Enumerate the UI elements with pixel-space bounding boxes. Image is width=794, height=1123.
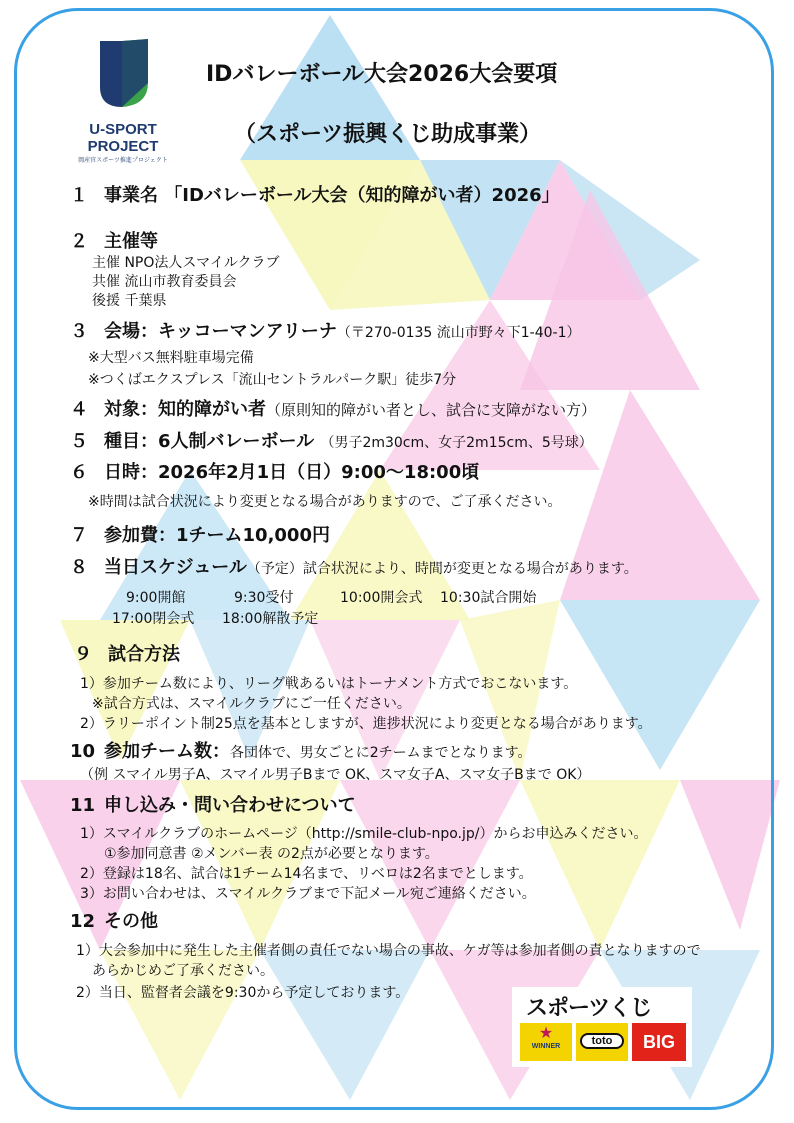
toto-logo [576, 1023, 628, 1061]
section-2-number: ２ [70, 231, 88, 252]
winner-star-icon: ★ [538, 1023, 554, 1042]
other-line: 1）大会参加中に発生した主催者側の責任でない場合の事故、ケガ等は参加者側の責となりますので [76, 943, 701, 959]
section-7-number: ７ [70, 525, 88, 546]
section-9-text: 試合方法 [108, 644, 180, 665]
section-4-number: ４ [70, 399, 88, 420]
winner-label: WINNER [531, 1043, 561, 1050]
section-11-number: 11 [70, 795, 96, 816]
logo-tagline: 岡産官スポーツ推進プロジェクト [78, 157, 168, 164]
sponsor-line: 後援 千葉県 [92, 293, 167, 309]
section-5-number: ５ [70, 431, 88, 452]
section-7 [70, 526, 330, 547]
schedule-item: 17:00閉会式 [112, 611, 195, 627]
big-logo [632, 1023, 686, 1061]
match-method-line: ※試合方式は、スマイルクラブにご一任ください。 [92, 696, 411, 712]
section-7-text: 参加費：1チーム10,000円 [104, 525, 330, 546]
section-1-text: 事業名 「IDバレーボール大会（知的障がい者）2026」 [104, 185, 560, 206]
section-12 [70, 912, 158, 933]
schedule-item: 10:30試合開始 [440, 590, 537, 606]
section-5 [70, 432, 593, 453]
section-10-detail: 各団体で、男女ごとに2チームまでとなります。 [230, 745, 532, 761]
section-8 [70, 558, 638, 579]
section-6-number: ６ [70, 462, 88, 483]
section-1 [70, 186, 560, 207]
section-10 [70, 742, 532, 763]
section-5-detail: （男子2m30cm、女子2m15cm、5号球） [320, 435, 593, 451]
section-4-text: 対象：知的障がい者 [104, 399, 266, 420]
section-8-number: ８ [70, 557, 88, 578]
section-9 [74, 645, 180, 666]
section-4-detail: （原則知的障がい者とし、試合に支障がない方） [266, 401, 597, 419]
section-2-text: 主催等 [104, 231, 158, 252]
application-line: 1）スマイルクラブのホームページ（http://smile-club-npo.jp/）からお申込みください。 [80, 826, 648, 842]
venue-note-parking: ※大型バス無料駐車場完備 [88, 350, 254, 366]
section-10-number: 10 [70, 741, 96, 762]
section-11-text: 申し込み・問い合わせについて [104, 795, 356, 816]
page-subtitle: （スポーツ振興くじ助成事業） [234, 122, 542, 147]
section-3-number: ３ [70, 321, 88, 342]
application-line: 3）お問い合わせは、スマイルクラブまで下記メール宛ご連絡ください。 [80, 886, 536, 902]
other-line: 2）当日、監督者会議を9:30から予定しております。 [76, 985, 410, 1001]
logo-name: U-SPORT [89, 121, 157, 138]
sports-kuji-title: スポーツくじ [526, 996, 652, 1021]
section-6-text: 日時：2026年2月1日（日）9:00～18:00頃 [104, 462, 480, 483]
section-11 [70, 796, 356, 817]
winner-logo [520, 1023, 572, 1061]
section-12-text: その他 [104, 911, 158, 932]
schedule-item: 9:00開館 [126, 590, 186, 606]
venue-note-access: ※つくばエクスプレス「流山セントラルパーク駅」徒歩7分 [88, 372, 457, 388]
match-method-line: 1）参加チーム数により、リーグ戦あるいはトーナメント方式でおこないます。 [80, 676, 578, 692]
big-label: BIG [642, 1032, 675, 1052]
toto-label: toto [580, 1033, 624, 1049]
schedule-item: 9:30受付 [234, 590, 294, 606]
team-count-example: （例 スマイル男子A、スマイル男子Bまで OK、スマ女子A、スマ女子Bまで OK） [80, 767, 591, 783]
logo-line2: PROJECT [87, 138, 159, 155]
section-12-number: 12 [70, 911, 96, 932]
section-1-number: １ [70, 185, 88, 206]
section-3 [70, 322, 581, 343]
section-6 [70, 463, 479, 484]
organizer-line: 主催 NPO法人スマイルクラブ [92, 255, 280, 271]
schedule-item: 18:00解散予定 [222, 611, 319, 627]
application-line: 2）登録は18名、試合は1チーム14名まで、リベロは2名までとします。 [80, 866, 533, 882]
u-sport-shield-icon [68, 35, 178, 113]
section-3-text: 会場：キッコーマンアリーナ [104, 321, 337, 342]
application-line: ①参加同意書 ②メンバー表 の2点が必要となります。 [104, 846, 439, 862]
venue-address: （〒270-0135 流山市野々下1-40-1） [336, 325, 581, 341]
section-9-number: ９ [74, 644, 92, 665]
section-10-text: 参加チーム数： [104, 741, 230, 762]
section-2 [70, 232, 158, 253]
match-method-line: 2）ラリーポイント制25点を基本としますが、進捗状況により変更となる場合があります。 [80, 716, 652, 732]
section-5-text: 種目：6人制バレーボール [104, 431, 315, 452]
section-8-text: 当日スケジュール [104, 557, 247, 578]
sports-kuji-logo [512, 987, 692, 1067]
other-line: あらかじめご了承ください。 [92, 963, 274, 979]
section-8-detail: （予定）試合状況により、時間が変更となる場合があります。 [246, 561, 638, 577]
schedule-item: 10:00開会式 [340, 590, 423, 606]
co-organizer-line: 共催 流山市教育委員会 [92, 274, 237, 290]
section-4 [70, 400, 596, 421]
page-title: IDバレーボール大会2026大会要項 [206, 62, 558, 87]
u-sport-project-logo [68, 35, 178, 164]
schedule-note: ※時間は試合状況により変更となる場合がありますので、ご了承ください。 [88, 494, 562, 510]
